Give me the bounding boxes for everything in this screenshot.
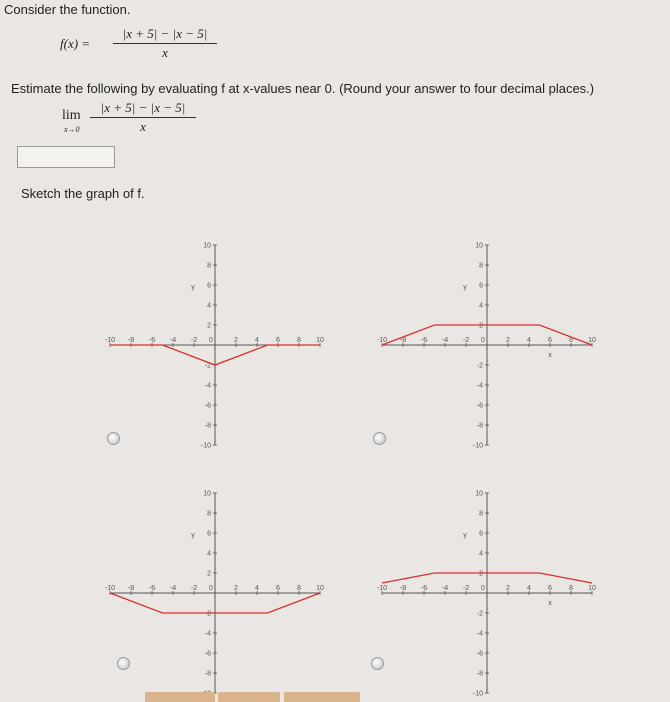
y-tick-label: -8 — [204, 422, 211, 430]
y-tick-label: 6 — [207, 282, 211, 290]
x-tick-label: -8 — [127, 337, 135, 344]
x-tick-label: -10 — [104, 337, 116, 344]
y-axis-label: y — [191, 532, 195, 539]
graph-option-a — [104, 230, 340, 450]
y-tick-label: 8 — [207, 510, 211, 518]
y-tick-label: 4 — [479, 550, 483, 558]
y-tick-label: 6 — [479, 282, 483, 290]
x-tick-label: 2 — [234, 337, 238, 344]
y-tick-label: -4 — [476, 630, 483, 638]
x-axis-label: x — [548, 352, 552, 359]
y-tick-label: 4 — [479, 302, 483, 310]
x-tick-label: -2 — [190, 585, 198, 592]
x-tick-label: -2 — [462, 337, 470, 344]
y-tick-label: -2 — [204, 362, 211, 370]
y-tick-label: -10 — [200, 442, 211, 450]
y-tick-label: -8 — [476, 422, 483, 430]
limit-word: lim — [62, 108, 81, 123]
graph-svg-a — [104, 230, 340, 450]
x-tick-label: -2 — [462, 585, 470, 592]
x-tick-label: 6 — [276, 337, 280, 344]
bottom-button-1[interactable] — [145, 692, 215, 702]
y-tick-label: 6 — [479, 530, 483, 538]
x-tick-label: -10 — [104, 585, 116, 592]
x-axis-label: x — [548, 600, 552, 607]
x-tick-label: -6 — [148, 585, 156, 592]
y-tick-label: -10 — [472, 442, 483, 450]
y-tick-label: 10 — [475, 490, 483, 498]
x-tick-label: 10 — [588, 585, 596, 592]
x-tick-label: 4 — [255, 585, 259, 592]
x-tick-label: -10 — [376, 585, 388, 592]
x-tick-label: 6 — [548, 585, 552, 592]
graph-svg-d — [376, 478, 612, 698]
y-tick-label: -2 — [204, 610, 211, 618]
limit-denominator: x — [140, 119, 146, 134]
x-tick-label: -6 — [420, 337, 428, 344]
y-tick-label: -6 — [476, 650, 483, 658]
graph-option-b — [376, 230, 612, 450]
x-tick-label: -6 — [148, 337, 156, 344]
y-tick-label: -10 — [472, 690, 483, 698]
function-numerator: |x + 5| − |x − 5| — [113, 26, 217, 44]
y-tick-label: -8 — [204, 670, 211, 678]
graph-option-c — [104, 478, 340, 698]
limit-numerator: |x + 5| − |x − 5| — [90, 100, 196, 118]
y-tick-label: 4 — [207, 550, 211, 558]
y-tick-label: 2 — [207, 570, 211, 578]
y-tick-label: 8 — [207, 262, 211, 270]
radio-option-a[interactable] — [107, 432, 120, 445]
y-tick-label: 8 — [479, 262, 483, 270]
x-tick-label: 10 — [316, 337, 324, 344]
x-tick-label: -4 — [169, 585, 177, 592]
instruction-text: Estimate the following by evaluating f at x-values near 0. (Round your answer to four decimal places.) — [11, 81, 595, 96]
x-tick-label: -2 — [190, 337, 198, 344]
x-tick-label: -8 — [399, 337, 407, 344]
y-tick-label: -6 — [204, 650, 211, 658]
x-tick-label: 0 — [209, 337, 213, 344]
x-tick-label: 10 — [316, 585, 324, 592]
x-tick-label: -10 — [376, 337, 388, 344]
y-tick-label: 8 — [479, 510, 483, 518]
radio-option-b[interactable] — [373, 432, 386, 445]
x-tick-label: 2 — [506, 337, 510, 344]
x-tick-label: 0 — [209, 585, 213, 592]
sketch-prompt: Sketch the graph of f. — [21, 186, 145, 201]
graph-option-d — [376, 478, 612, 698]
graph-svg-b — [376, 230, 612, 450]
y-tick-label: 4 — [207, 302, 211, 310]
y-tick-label: 2 — [207, 322, 211, 330]
x-tick-label: 8 — [297, 337, 301, 344]
radio-option-c[interactable] — [117, 657, 130, 670]
y-tick-label: 2 — [479, 570, 483, 578]
y-tick-label: -6 — [476, 402, 483, 410]
function-lhs: f(x) = — [60, 36, 91, 51]
graph-svg-c — [104, 478, 340, 693]
x-tick-label: 0 — [481, 337, 485, 344]
y-tick-label: -8 — [476, 670, 483, 678]
x-tick-label: 2 — [234, 585, 238, 592]
y-tick-label: -4 — [204, 382, 211, 390]
prompt-consider: Consider the function. — [4, 2, 131, 17]
x-tick-label: 4 — [527, 337, 531, 344]
x-tick-label: 2 — [506, 585, 510, 592]
y-tick-label: -2 — [476, 362, 483, 370]
x-tick-label: 0 — [481, 585, 485, 592]
x-tick-label: 8 — [297, 585, 301, 592]
x-tick-label: -8 — [399, 585, 407, 592]
limit-fraction — [90, 100, 196, 135]
y-axis-label: y — [191, 284, 195, 291]
y-axis-label: y — [463, 532, 467, 539]
limit-subscript: x→0 — [64, 125, 80, 134]
y-axis-label: y — [463, 284, 467, 291]
answer-input[interactable] — [17, 146, 115, 168]
x-tick-label: -6 — [420, 585, 428, 592]
y-tick-label: 2 — [479, 322, 483, 330]
function-fraction — [113, 26, 217, 61]
y-tick-label: -4 — [476, 382, 483, 390]
x-tick-label: -4 — [441, 337, 449, 344]
x-tick-label: 6 — [276, 585, 280, 592]
y-tick-label: -6 — [204, 402, 211, 410]
x-tick-label: 8 — [569, 585, 573, 592]
x-tick-label: 4 — [255, 337, 259, 344]
bottom-button-2[interactable] — [218, 692, 280, 702]
x-tick-label: -8 — [127, 585, 135, 592]
y-tick-label: -4 — [204, 630, 211, 638]
x-tick-label: 8 — [569, 337, 573, 344]
y-tick-label: 10 — [203, 242, 211, 250]
x-tick-label: 10 — [588, 337, 596, 344]
y-tick-label: -2 — [476, 610, 483, 618]
x-tick-label: -4 — [169, 337, 177, 344]
y-tick-label: 10 — [475, 242, 483, 250]
y-tick-label: 6 — [207, 530, 211, 538]
bottom-button-3[interactable] — [284, 692, 360, 702]
x-tick-label: 4 — [527, 585, 531, 592]
function-denominator: x — [162, 45, 168, 60]
radio-option-d[interactable] — [371, 657, 384, 670]
y-tick-label: 10 — [203, 490, 211, 498]
x-tick-label: -4 — [441, 585, 449, 592]
x-tick-label: 6 — [548, 337, 552, 344]
